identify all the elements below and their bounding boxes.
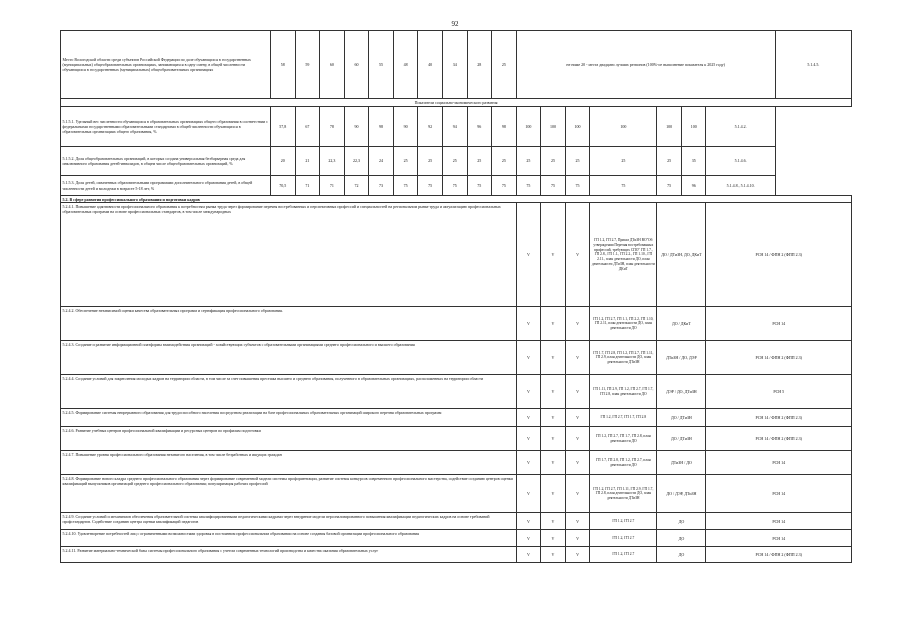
indicator-value: 100: [681, 107, 706, 147]
task-description: 5.2.4.5. Формирование системы непрерывного образования для трудоспособного населения посредством реализации на базе профессиональных образовательных организаций широкого перечня образовательных программ: [61, 409, 517, 427]
task-description: 5.2.4.4. Создание условий для закрепления молодых кадров на территории области, в том числе за счет повышения престижа высшего и среднего образования, полученного в образовательных организациях, расположенных на территории области: [61, 375, 517, 409]
table-row: [61, 409, 852, 427]
indicator-value: 25: [393, 147, 418, 176]
indicator-value: 92: [418, 107, 443, 147]
indicator-value: 22,3: [344, 147, 369, 176]
task-mark: V: [541, 451, 566, 475]
task-executor: ДО / ДЭР, ДТиЗН: [657, 475, 706, 513]
task-program: РСН 14: [706, 307, 852, 341]
indicator-value: 48: [393, 31, 418, 99]
table-row: [61, 176, 852, 196]
task-executor: ДО: [657, 530, 706, 547]
indicator-value: 90: [393, 107, 418, 147]
indicator-value: 24: [369, 147, 394, 176]
indicator-value: 25: [467, 147, 492, 176]
task-mark: V: [565, 375, 590, 409]
task-mark: V: [541, 475, 566, 513]
task-mark: V: [516, 547, 541, 563]
indicator-description: 5.1.5.1. Удельный вес численности обучающихся в образовательных организациях общего образования в соответствии с федеральными государственными образовательными стандартами в общей численности обучающихся в образовательных организациях общего образования, %: [61, 107, 271, 147]
task-documents: ГП 1.2, ГП 2.7, ГП 1.11, ГП 2.9, ГП 1.7, ГП 2.8, план деятельности ДО, план деятельности ДТиЗН: [590, 475, 657, 513]
task-mark: V: [565, 451, 590, 475]
indicator-value: 78: [320, 107, 345, 147]
indicator-value: 25: [590, 147, 657, 176]
task-executor: ДО: [657, 513, 706, 530]
task-mark: V: [565, 341, 590, 375]
indicator-value: 75: [565, 176, 590, 196]
indicator-value: 28: [467, 31, 492, 99]
indicator-value: 100: [590, 107, 657, 147]
indicator-description: 5.1.5.3. Доля детей, охваченных образовательными программами дополнительного образования детей, в общей численности детей и молодежи в возрасте 5-18 лет, %: [61, 176, 271, 196]
indicator-reference: 5.1.4.2.: [706, 107, 775, 147]
indicator-value: 58: [271, 31, 296, 99]
task-documents: ГП 1.2, ГП 2.7, Приказ ДТиЗН ВО"Об утверждении Перечня востребованных профессий, требующих СПО" ГП 1.7., ГП 2.8., ГП 1.1., ГП 2.2., ГП 1.10., ГП 2.11., план деятельности ДО, план деятельности ДТиЗН, план деятельности ДКиТ: [590, 203, 657, 307]
task-mark: V: [516, 203, 541, 307]
task-executor: ДТиЗН / ДО, ДЭР: [657, 341, 706, 375]
table-row: [61, 513, 852, 530]
task-program: РСН 14: [706, 530, 852, 547]
indicator-value: 100: [516, 107, 541, 147]
task-program: РСН 14: [706, 513, 852, 530]
indicator-value: 71: [295, 176, 320, 196]
table-row: [61, 427, 852, 451]
task-mark: V: [541, 307, 566, 341]
indicator-value: 60: [320, 31, 345, 99]
task-documents: ГП 1.2, ГП 2.7, ГП 1.7, ГП 2.8: [590, 409, 657, 427]
table-row: [61, 341, 852, 375]
task-program: РСН 14 / ФПН 2 (ФПП 2.3): [706, 203, 852, 307]
task-mark: V: [541, 375, 566, 409]
indicator-description: 5.1.5.2. Доля общеобразовательных организаций, в которых создана универсальная безбарьерная среда для инклюзивного образования детей-инвалидов, в общем числе общеобразовательных организаций, %: [61, 147, 271, 176]
table-row: [61, 107, 852, 147]
task-mark: V: [516, 530, 541, 547]
task-documents: ГП 1.7, ГП 2.8, ГП 1.2, ГП 2.7, ГП 1.11, ГП 2.9, план деятельности ДО, план деятельности ДТиЗН: [590, 341, 657, 375]
task-mark: V: [565, 530, 590, 547]
indicator-value: 25: [541, 147, 566, 176]
indicator-value: 75: [492, 176, 517, 196]
task-description: 5.2.4.8. Формирование нового кладра среднего профессионального образования через формирование современной модели системы профориентации, развитие системы конкурсов современного профессионального мастерства, содействие созданию центров оценки квалификаций выпускников организаций среднего профессионального образования; популяризация рабочих профессий: [61, 475, 517, 513]
indicator-value: 96: [681, 176, 706, 196]
task-executor: ДО / ДКиТ: [657, 307, 706, 341]
indicator-reference: 5.1.4.6.: [706, 147, 775, 176]
task-description: 5.2.4.1. Повышение адаптивности профессионального образования к потребностям рынка труда через формирование перечня востребованных и перспективных профессий и специальностей на региональном рынке труда и актуализацию профессиональных образовательных программ на основе профессиональных стандартов, в том числе международных: [61, 203, 517, 307]
indicator-reference: 5.1.4.8., 5.1.4.10.: [706, 176, 775, 196]
indicator-value: 67: [295, 107, 320, 147]
task-mark: V: [541, 513, 566, 530]
task-mark: V: [516, 451, 541, 475]
task-description: 5.2.4.11. Развитие материально-технической базы системы профессионального образования с учетом современных технологий производства и качества оказания образовательных услуг: [61, 547, 517, 563]
task-documents: ГП 1.2, ГП 2.7: [590, 547, 657, 563]
task-description: 5.2.4.3. Создание и развитие информационной платформы взаимодействия организаций - хозяйствующих субъектов с образовательными организациями среднего профессионального и высшего образования: [61, 341, 517, 375]
task-mark: V: [541, 341, 566, 375]
task-documents: ГП 1.2, ГП 2.7, ГП 1.7, ГП 2.8, план деятельности ДО: [590, 427, 657, 451]
task-mark: V: [565, 475, 590, 513]
task-documents: ГП 1.7, ГП 2.8, ГП 1.2, ГП 2.7, план деятельности ДО: [590, 451, 657, 475]
indicator-value: 25: [516, 147, 541, 176]
task-description: 5.2.4.6. Развитие учебных центров профессиональной квалификации и ресурсных центров по профилям подготовки: [61, 427, 517, 451]
indicator-reference: 5.1.4.5.: [775, 31, 851, 99]
task-program: РСН 14 / ФПН 2 (ФПП 2.3): [706, 427, 852, 451]
indicator-value: 57,8: [271, 107, 296, 147]
task-executor: ДЭР / ДО, ДТиЗН: [657, 375, 706, 409]
indicator-value: 35: [681, 147, 706, 176]
indicator-value: 75: [516, 176, 541, 196]
page-number: 92: [451, 20, 459, 28]
task-executor: ДО / ДТиЗН: [657, 409, 706, 427]
task-documents: ГП 1.2, ГП 2.7, ГП 1.1, ГП 2.2, ГП 1.10, ГП 2.11, план деятельности ДО, план деятельности ДО: [590, 307, 657, 341]
indicator-value: 25: [565, 147, 590, 176]
task-mark: V: [516, 375, 541, 409]
indicator-value: 75: [418, 176, 443, 196]
task-executor: ДО / ДТиЗН: [657, 427, 706, 451]
task-program: РСН 14 / ФПН 2 (ФПП 2.3): [706, 547, 852, 563]
indicator-value: 22,3: [320, 147, 345, 176]
indicator-value: 98: [492, 107, 517, 147]
indicator-value: 75: [467, 176, 492, 196]
table-row: [61, 375, 852, 409]
task-description: 5.2.4.7. Повышение уровня профессионального образования незанятого населения, в том числе безработных и ищущих граждан: [61, 451, 517, 475]
indicator-value: 73: [369, 176, 394, 196]
indicator-value: 34: [442, 31, 467, 99]
task-program: РСН 14: [706, 475, 852, 513]
indicator-value: 25: [492, 31, 517, 99]
indicator-value: 100: [565, 107, 590, 147]
task-mark: V: [516, 427, 541, 451]
task-documents: ГП 1.11, ГП 2.9, ГП 1.2, ГП 2.7, ГП 1.7, ГП 2.8, план деятельности ДО: [590, 375, 657, 409]
section-title: Показатели социально-экономического развития: [61, 99, 852, 107]
task-program: РСН 14: [706, 451, 852, 475]
strategy-table: [60, 30, 852, 563]
indicator-value: 25: [418, 147, 443, 176]
indicator-value: 60: [344, 31, 369, 99]
task-mark: V: [516, 307, 541, 341]
indicator-value: 72: [344, 176, 369, 196]
table-row: [61, 307, 852, 341]
table-row: [61, 31, 852, 99]
indicator-value: 96: [467, 107, 492, 147]
table-row: [61, 99, 852, 107]
table-row: [61, 196, 852, 203]
task-mark: V: [541, 409, 566, 427]
indicator-value: 100: [541, 107, 566, 147]
task-description: 5.2.4.2. Обеспечение независимой оценки качества образовательных программ и сертификация профессионального образования.: [61, 307, 517, 341]
task-mark: V: [516, 475, 541, 513]
table-row: [61, 451, 852, 475]
indicator-value: 75: [657, 176, 682, 196]
task-program: РСН 5: [706, 375, 852, 409]
indicator-value: 98: [369, 107, 394, 147]
indicator-value: 75: [442, 176, 467, 196]
indicator-value: 100: [657, 107, 682, 147]
indicator-value: 90: [344, 107, 369, 147]
table-row: [61, 147, 852, 176]
task-mark: V: [516, 409, 541, 427]
task-mark: V: [516, 341, 541, 375]
task-mark: V: [541, 203, 566, 307]
indicator-value: 25: [442, 147, 467, 176]
indicator-description: Место Вологодской области среди субъектов Российской Федерации по доле обучающихся в государственных (муниципальных) общеобразовательных организациях, занимающихся в одну смену, в общей численности обучающихся в государственных (муниципальных) общеобразовательных организациях: [61, 31, 271, 99]
task-mark: V: [565, 203, 590, 307]
indicator-value: 75: [541, 176, 566, 196]
task-program: РСН 14 / ФПН 2 (ФПП 2.3): [706, 341, 852, 375]
task-mark: V: [565, 513, 590, 530]
task-description: 5.2.4.10. Удовлетворение потребностей лиц с ограниченными возможностями здоровья в постоянном профессиональном образовании на основе создания базовой организации профессионального образования: [61, 530, 517, 547]
indicator-value: 25: [657, 147, 682, 176]
task-mark: V: [565, 427, 590, 451]
table-row: [61, 203, 852, 307]
task-documents: ГП 1.2, ГП 2.7: [590, 513, 657, 530]
indicator-value: 75: [590, 176, 657, 196]
task-executor: ДО: [657, 547, 706, 563]
indicator-value: 71: [320, 176, 345, 196]
task-mark: V: [565, 409, 590, 427]
task-mark: V: [541, 547, 566, 563]
section-heading: 5.2. В сфере развития профессионального образования и подготовки кадров: [61, 196, 852, 203]
indicator-value: 20: [271, 147, 296, 176]
task-mark: V: [565, 547, 590, 563]
indicator-value: 40: [418, 31, 443, 99]
task-mark: V: [516, 513, 541, 530]
task-mark: V: [565, 307, 590, 341]
table-row: [61, 547, 852, 563]
indicator-note: не ниже 20 - места двадцати лучших регионов (100%-ое выполнение показателя к 2025 году): [516, 31, 775, 99]
indicator-value: 55: [369, 31, 394, 99]
indicator-value: 94: [442, 107, 467, 147]
task-mark: V: [541, 427, 566, 451]
task-executor: ДТиЗН / ДО: [657, 451, 706, 475]
task-executor: ДО / ДТиЗН, ДО, ДКиТ: [657, 203, 706, 307]
task-description: 5.2.4.9. Создание условий и механизмов обеспечения образовательной системы квалифицированными педагогическими кадрами через внедрение модели персонализированного повышения квалификации педагогических кадров на основе требований профстандартов. Содействие созданию центра оценки квалификаций педагогов: [61, 513, 517, 530]
indicator-value: 21: [295, 147, 320, 176]
task-program: РСН 14 / ФПН 2 (ФПП 2.3): [706, 409, 852, 427]
indicator-value: 59: [295, 31, 320, 99]
table-row: [61, 475, 852, 513]
indicator-value: 70,5: [271, 176, 296, 196]
indicator-value: 75: [393, 176, 418, 196]
indicator-value: 25: [492, 147, 517, 176]
table-row: [61, 530, 852, 547]
task-mark: V: [541, 530, 566, 547]
task-documents: ГП 1.2, ГП 2.7: [590, 530, 657, 547]
